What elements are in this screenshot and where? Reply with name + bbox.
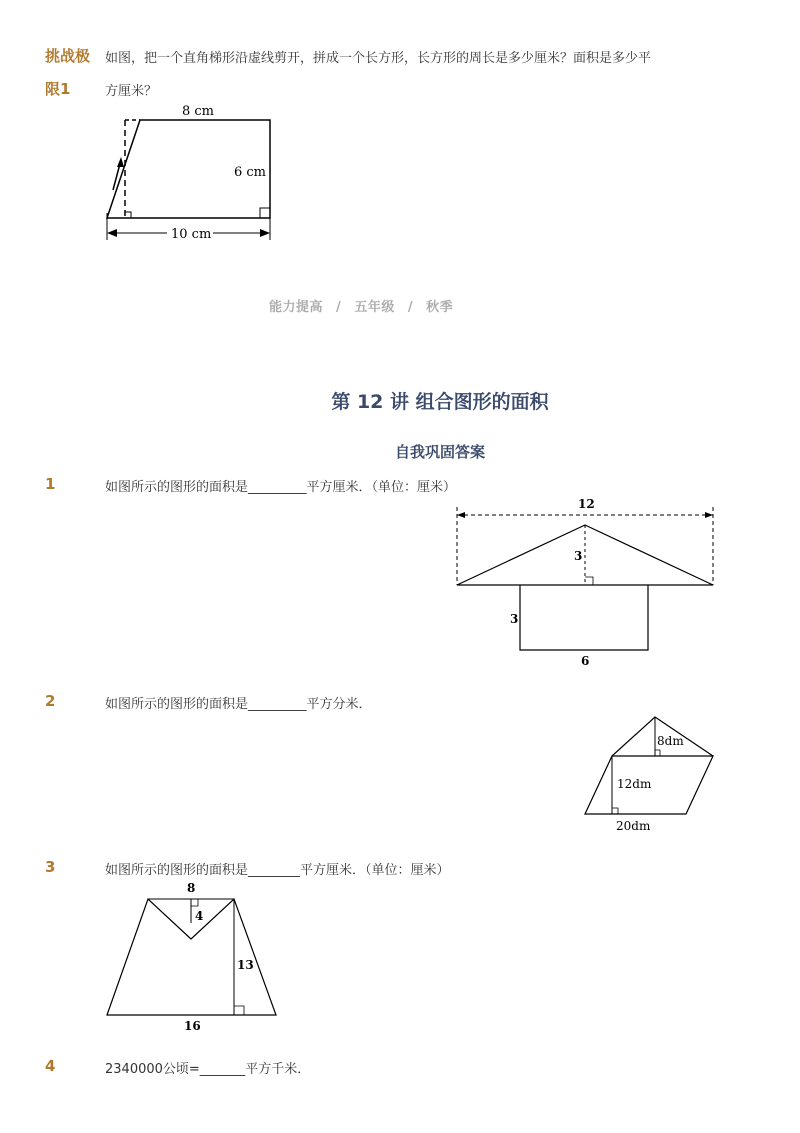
dim-arrow-right	[260, 229, 270, 237]
label-top: 8	[187, 881, 196, 895]
label-parallelogram-height: 12dm	[617, 777, 652, 791]
challenge-label-line2: 限1	[45, 80, 71, 98]
challenge-label-line1: 挑战极	[45, 47, 91, 65]
challenge-trapezoid-figure	[95, 95, 285, 250]
section-title: 自我巩固答案	[394, 443, 485, 461]
label-bottom: 10 cm	[171, 227, 212, 242]
question-3-text: 如图所示的图形的面积是________平方厘米．（单位：厘米）	[105, 863, 450, 878]
right-angle-mark-right	[260, 208, 270, 218]
footer-grade: 五年级	[354, 300, 395, 315]
challenge-label	[45, 45, 90, 66]
rectangle-shape	[520, 585, 648, 650]
parallelogram-right-angle	[612, 808, 618, 814]
question-4-number: 4	[45, 1057, 56, 1075]
notch-right-angle	[191, 899, 198, 906]
question-2-text: 如图所示的图形的面积是_________平方分米．	[105, 697, 372, 712]
dim-arrow-left	[107, 229, 117, 237]
triangle-right-angle	[655, 750, 660, 756]
question-2-number: 2	[45, 692, 56, 710]
question-4-text: 2340000公顷=_______平方千米．	[105, 1062, 311, 1077]
triangle-right-angle	[585, 577, 593, 585]
footer-season: 秋季	[426, 300, 454, 315]
challenge-text-line2: 方厘米？	[105, 84, 158, 99]
label-rect-height: 3	[510, 612, 519, 626]
footer-sep-1: /	[336, 300, 342, 315]
challenge-text-line1: 如图，把一个直角梯形沿虚线剪开，拼成一个长方形，长方形的周长是多少厘米？面积是多少平	[105, 51, 652, 66]
question-1-number: 1	[45, 475, 56, 493]
question-3-number: 3	[45, 858, 56, 876]
right-angle-mark-left	[125, 212, 131, 218]
lecture-title: 第 12 讲 组合图形的面积	[331, 391, 549, 413]
label-rect-width: 6	[581, 654, 590, 668]
label-width: 12	[578, 497, 595, 511]
width-arrow-right	[705, 512, 713, 518]
question-2-figure	[580, 712, 720, 837]
label-height: 13	[237, 958, 254, 972]
width-arrow-left	[457, 512, 465, 518]
label-triangle-height: 8dm	[657, 734, 684, 748]
question-3-figure	[100, 878, 285, 1038]
footer-course: 能力提高	[269, 300, 324, 315]
label-base: 20dm	[616, 819, 651, 833]
question-1-figure	[450, 495, 720, 670]
page-footer	[269, 296, 453, 315]
question-1-text: 如图所示的图形的面积是_________平方厘米．（单位：厘米）	[105, 480, 457, 495]
label-notch: 4	[195, 909, 204, 923]
challenge-label-2	[45, 78, 70, 99]
label-right: 6 cm	[234, 165, 267, 180]
footer-sep-2: /	[407, 300, 414, 315]
rotation-arrow-head	[117, 157, 124, 167]
label-triangle-height: 3	[574, 549, 583, 563]
height-right-angle	[234, 1006, 244, 1015]
label-bottom: 16	[184, 1019, 201, 1033]
label-top: 8 cm	[182, 104, 215, 119]
